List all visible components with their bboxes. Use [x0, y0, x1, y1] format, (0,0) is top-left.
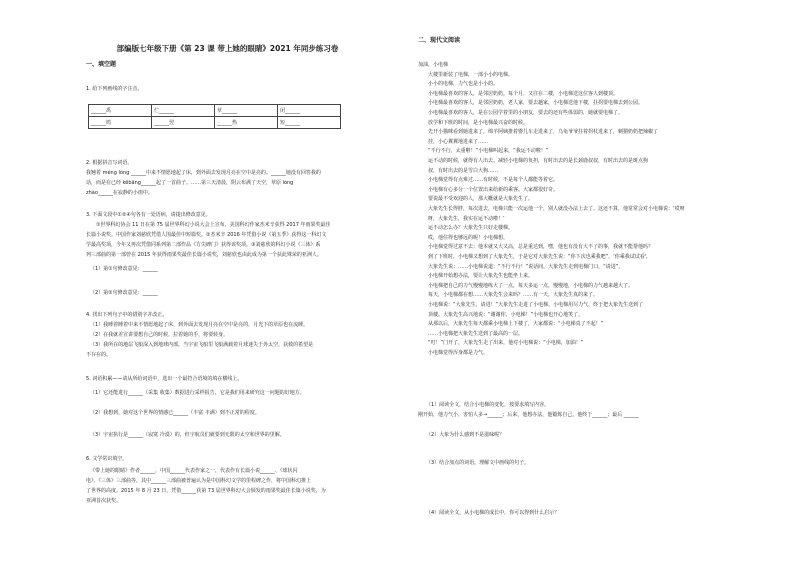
- passage-line: 先开小猫咪看到她进来了，绵羊阿姨推着婴儿车走进来了，乌龟爷爷拄着拐杖进来了，刺猬奶奶把辣椒了: [428, 129, 659, 136]
- passage-line: 呀，大象先生，我实在运不动啦！’: [428, 215, 505, 222]
- question-3-line: ①世界科幻协会 11 日在第 75 届世界科幻小说大会上宣布，美国科幻作家杰米辛获得 2017 年雨果奖最佳: [96, 222, 331, 228]
- passage-line: 运不动的时候，就得有人出去。减轻小电梯的负担，有时出去的是长颈鹿叔叔，有时出去的是斑点狗: [428, 158, 649, 164]
- passage-line: 小小的电梯，力气也是小小的。: [428, 81, 499, 88]
- table-cell: ______翌: [152, 117, 215, 129]
- table-cell: ______禹: [89, 105, 152, 117]
- passage-line: 大象先生说：……小电梯说道：“不行不行！”说话间，大象先生走到电梯门口，“请进”。: [428, 263, 624, 270]
- question-2-line: 我翘着 méng lóng ______中来不情愿地起了床，到外面去发现月亮在空中是亮的。______她没有回答我的: [86, 170, 321, 176]
- reading-question: （4）阅读全文，从小电梯的成长中，你可以得到什么启示？: [426, 510, 560, 516]
- pinyin-table: [88, 104, 341, 129]
- question-6-line: 亚洲首次获奖。: [86, 498, 122, 504]
- passage-title: 加油，小电梯: [418, 62, 449, 68]
- question-6-line: 《带上她的眼睛》作者______，中国______代表作家之一，代表作有长篇小说______、《球状闪: [90, 468, 298, 474]
- question-2-line: 话，而是在已经 kěbāng______起了一首曲子。……第三天清晨，阴云布满了天空，草原 lóng: [86, 180, 294, 186]
- passage-line: 顶楼。大象先生高兴地说：“谢谢你，小电梯！”小电梯也开心地笑了。: [428, 311, 584, 318]
- question-6-line: 电》、《三体》三部曲等，其中______三部曲被普遍认为是中国科幻文学的里程碑之作，将中国科幻推上: [86, 478, 312, 484]
- question-4-line: 不存在的。: [86, 352, 112, 358]
- question-5-line: （3）宇宙执行是______（寂寞 冷漠）的，但宇航员们就要到无限的太空和世界的里解。: [90, 432, 285, 438]
- passage-line: 大楼里新装了电梯，一部小小的电梯。: [428, 71, 514, 78]
- passage-line: 每天，小电梯都在想……大象先生会来吗？……有一天，大象先生真的来了。: [428, 292, 599, 299]
- passage-line: 要说最不受欢迎的人，那大概就是大象先生了。: [428, 196, 534, 203]
- table-cell: 草______: [215, 105, 278, 117]
- passage-line: “叮！”门开了，大象先生走了出来，他对小电梯说：“小电梯，加油！”: [428, 340, 584, 347]
- passage-line: 小电梯有心多分一个位置出来给新的乘客。大家都很好奇。: [428, 186, 559, 193]
- passage-line: “不行不行，太重啦！”小电梯叫起来，“我运不动啦！”: [428, 148, 549, 155]
- question-4-line: （3）我所在的地层飞船深入到地球内部，当宇宙飞船里飞船满载着月球迷失于外太空，获救的希望是: [90, 342, 314, 348]
- passage-line: 小电梯最喜欢的客人，是在公园学着里的小朋友，要去的还有些体弱的，她就要电梯了。: [428, 110, 624, 116]
- question-1: 1. 给下列画线的字注音。: [86, 86, 143, 92]
- question-3-line: 学最高奖项，今年又再次凭借同系列第二部作品《方尖碑门》获得该奖项。③刘慈欣的科幻小说《三体》系: [86, 242, 321, 248]
- passage-line: 小电梯觉得过意不去：他本就又大又高，总是重达到，嘿，他也有没有大不了的事，我就不能帮他吗？: [428, 244, 654, 251]
- passage-line: 小电梯觉得有点难过……有时候，不是每个人都能等着它。: [428, 177, 559, 184]
- passage-line: 小电梯最喜欢的客人，是邻居奶奶。每个月，又往在二楼，小电梯送这位客人到楼顶。: [428, 90, 619, 97]
- question-2-line: zhào______在寂静的小雨中。: [86, 190, 153, 196]
- question-6-line: 了世界的高度。2015 年 8 月 23 日，凭借______获第 73 届世界科幻大会颁发的雨果奖最佳长篇小说奖，为: [86, 488, 326, 494]
- question-3: 3. 下面文段中①②④句各有一处语病，请提出修改意见。: [86, 212, 211, 218]
- question-3-line: 列三部曲的第一部曾在 2015 年获得雨果奖最佳长篇小说奖，刘慈欣也由此成为第一个获此殊荣的亚洲人。: [86, 252, 322, 258]
- passage-line: 小电梯觉得浑身都是力气。: [428, 350, 489, 356]
- reading-question: （3）结合加点的词语，理解文中画线的句子。: [426, 460, 530, 466]
- table-cell: ______鸠: [89, 117, 152, 129]
- table-cell: ______热: [215, 117, 278, 129]
- question-6: 6. 文学常识填空。: [86, 456, 128, 462]
- passage-line: 小电梯最喜欢的客人，是邻居奶奶，老人家，要去趟家，小电梯送他下楼，拄拐要电梯去到公园。: [428, 100, 644, 107]
- section-fill-heading: 一、填空题: [86, 61, 117, 68]
- question-4-line: （1）我睡着睡着中来不情愿地起了床，到外面去发现月亮在空中是亮的，月光下的草原也在流睡。: [90, 322, 309, 328]
- table-cell: 伫______: [152, 105, 215, 117]
- passage-line: 哎，他住得也够远的呢！小电梯想。: [428, 234, 509, 241]
- question-5-line: （2）我想到，她对这个世界的情感已______（丰富 丰满）到不正常的程度。: [90, 410, 260, 416]
- answer-line: （1）第①句修改意见：______: [90, 266, 158, 272]
- passage-line: ……小电梯把大象先生送到了最高的一层。: [428, 330, 524, 337]
- question-4-line: （2）在我就差宣讲要想自己的时候，拉着她的手，将要转身。: [90, 332, 229, 338]
- question-4: 4. 找出下列句子中的错别字并改正。: [86, 312, 168, 318]
- question-3-line: 长篇小说奖。中国作家刘慈欣凭借人围最佳中短篇奖。②杰米辛 2016 年凭借小说《第五季》获得这一科幻文: [86, 232, 327, 238]
- passage-line: 放学和下班的时间，是小电梯最兴奋的时候。: [428, 119, 529, 126]
- passage-line: 运不动怎么办？大象先生只好走楼梯。: [428, 225, 514, 232]
- answer-line: （2）第②句修改意见：______: [90, 290, 158, 296]
- passage-line: 叔，有时出去的是雪白大狗……: [428, 167, 499, 174]
- table-cell: 闭______: [278, 105, 341, 117]
- passage-line: 小电梯开始想办法，要让大象先生也能坐上来。: [428, 273, 534, 280]
- passage-line: 小电梯说：“大象先生，请进！”大象先生走进了小电梯。小电梯用尽力气，终于把大象先生送到了: [428, 302, 644, 308]
- question-2: 2. 根据拼音写词语。: [86, 160, 133, 166]
- question-5-line: （1）它还能进行______（采集 收集）数据进行采样报告，它是我们用来研究这一问题的好地方。: [90, 390, 305, 396]
- passage-line: 从那以后，大象先生每天都乘小电梯上下楼了，大家都说：“小电梯真了不起！”: [428, 321, 604, 328]
- reading-question: 刚开始，他力气小，害怕人多→______；后来，他想办法，他锻炼自己，他终于______；最后 ______: [418, 412, 639, 418]
- reading-question: （2）大象为什么感到不是滋味呢？: [426, 432, 505, 438]
- reading-question: （1）阅读全文，结合小电梯的变化，按要求填写内容。: [426, 402, 550, 408]
- passage-line: 挂，小心翼翼地进来了……: [428, 138, 489, 145]
- section-reading-heading: 二、现代文阅读: [418, 37, 461, 44]
- question-5: 5. 词语积累——请从所给词语中，选出一个最符合语境的填在横线上。: [86, 376, 243, 382]
- table-cell: 短______: [278, 117, 341, 129]
- passage-line: 到了下班时，小电梯又想到了大象先生，于是它对大象先生说：“你下次也乘我吧”，‘你乘我试试看',: [428, 254, 648, 260]
- document-title: 部编版七年级下册《第 23 课 带上她的眼睛》2021 年同步练习卷: [116, 44, 339, 53]
- passage-line: 大象先生长得胖，每次进去，电梯只能一次运他一个，别人就没办法上去了。这还不算，他常常会对小电梯说：‘哎呀: [428, 206, 685, 212]
- passage-line: 小电梯把自己的力气慢慢地练大了一点，每天多运一点，慢慢地，小电梯的力气越来越大了。: [428, 282, 634, 289]
